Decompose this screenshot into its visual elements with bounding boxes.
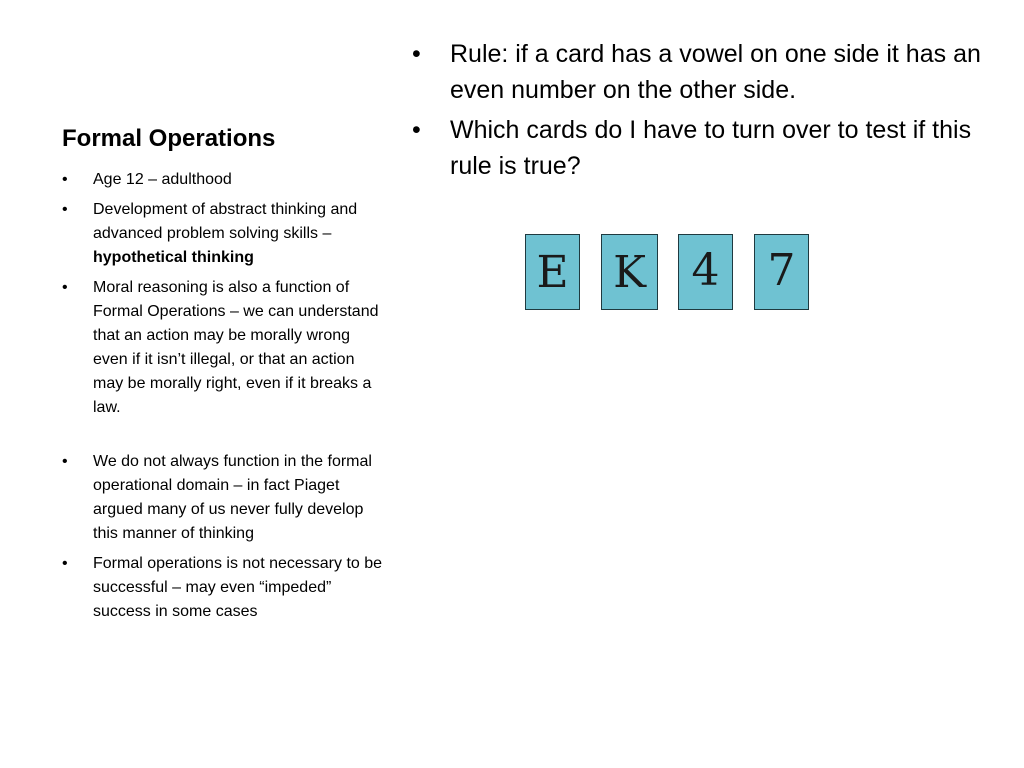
bullet-bold-text: hypothetical thinking xyxy=(93,249,254,266)
left-bullet-list xyxy=(62,168,384,630)
list-item xyxy=(62,276,384,420)
bullet-text: We do not always function in the formal operational domain – in fact Piaget argued many of us never fully develop this manner of thinking xyxy=(93,453,372,542)
card-4 xyxy=(678,234,733,310)
list-item xyxy=(62,198,384,270)
list-item xyxy=(412,36,992,108)
bullet-icon: • xyxy=(62,555,68,572)
list-item xyxy=(62,552,384,624)
bullet-icon: • xyxy=(62,453,68,470)
list-item xyxy=(412,112,992,184)
card-label: E xyxy=(536,247,569,298)
card-label: 4 xyxy=(691,245,720,296)
bullet-icon: • xyxy=(62,171,68,188)
card-e xyxy=(525,234,580,310)
bullet-text: Age 12 – adulthood xyxy=(93,171,232,188)
card-7 xyxy=(754,234,809,310)
bullet-text: Development of abstract thinking and advanced problem solving skills – xyxy=(93,201,358,242)
bullet-text: Formal operations is not necessary to be successful – may even “impeded” success in some cases xyxy=(93,555,383,620)
slide-title: Formal Operations xyxy=(62,125,276,152)
bullet-text: Which cards do I have to turn over to test if this rule is true? xyxy=(450,116,972,180)
bullet-text: Rule: if a card has a vowel on one side it has an even number on the other side. xyxy=(450,40,981,104)
list-item xyxy=(62,168,384,192)
card-k xyxy=(601,234,658,310)
right-bullet-list xyxy=(412,36,992,188)
card-label: 7 xyxy=(767,245,796,296)
bullet-icon: • xyxy=(412,116,421,144)
list-item xyxy=(62,450,384,546)
bullet-text: Moral reasoning is also a function of Formal Operations – we can understand that an action may be morally wrong even if it isn’t illegal, or that an action may be morally right, even if it breaks a law. xyxy=(93,279,379,416)
bullet-icon: • xyxy=(62,279,68,296)
bullet-icon: • xyxy=(412,40,421,68)
card-label: K xyxy=(613,247,646,298)
bullet-icon: • xyxy=(62,201,68,218)
